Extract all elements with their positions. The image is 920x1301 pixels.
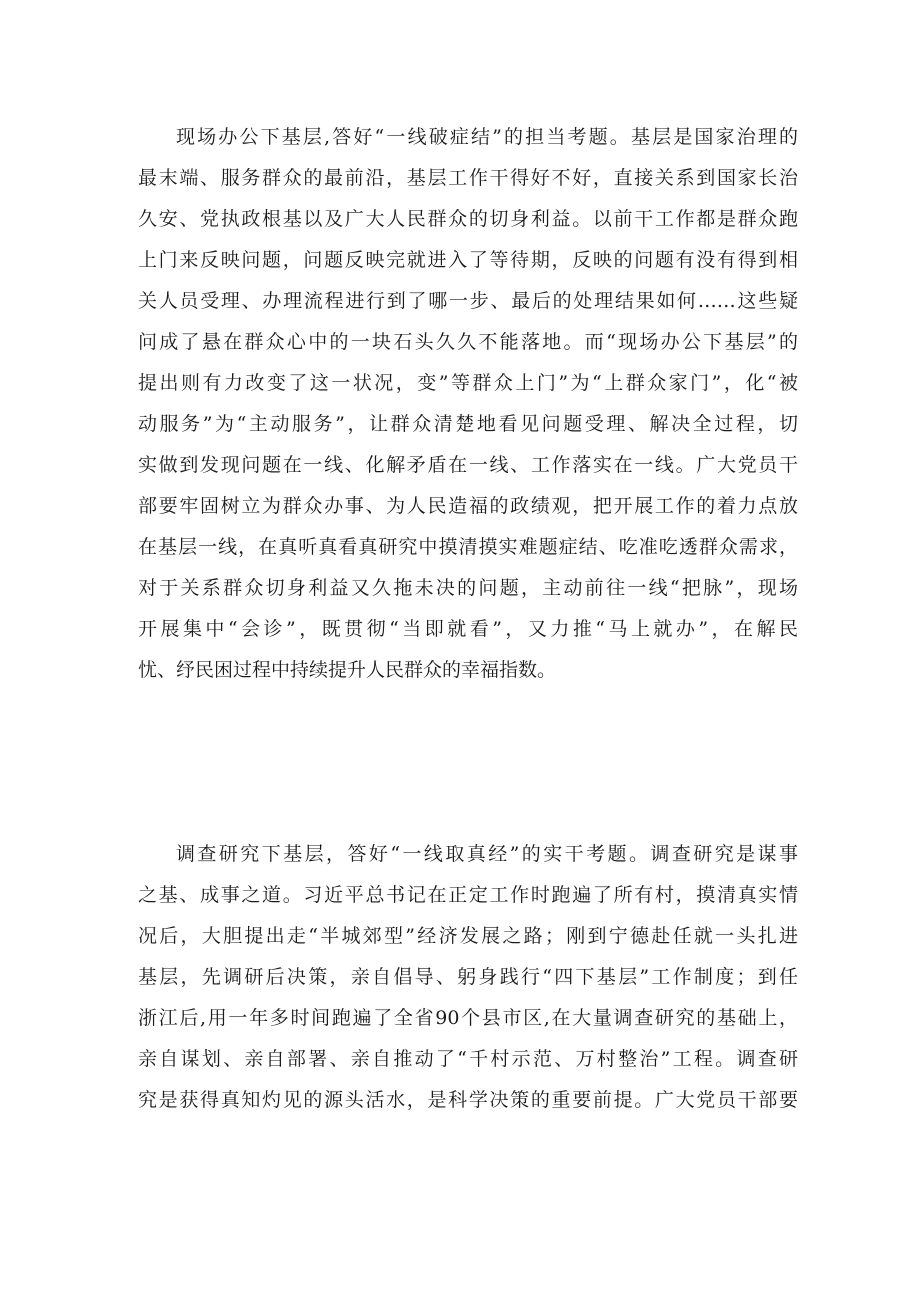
- text-line: 久安、党执政根基以及广大人民群众的切身利益。以前干工作都是群众跑: [138, 208, 798, 230]
- text-line: 实做到发现问题在一线、化解矛盾在一线、工作落实在一线。广大党员干: [138, 454, 798, 476]
- paragraph-on-site-office: [138, 117, 798, 691]
- text-line: 开展集中“会诊”，既贯彻“当即就看”，又力推“马上就办”，在解民: [138, 618, 798, 640]
- text-line: 忧、纾民困过程中持续提升人民群众的幸福指数。: [138, 659, 557, 681]
- text-line: 在基层一线，在真听真看真研究中摸清摸实难题症结、吃准吃透群众需求，: [138, 536, 798, 558]
- text-line: 基层，先调研后决策，亲自倡导、躬身践行“四下基层”工作制度；到任: [138, 966, 798, 988]
- text-line: 关人员受理、办理流程进行到了哪一步、最后的处理结果如何……这些疑: [138, 290, 798, 312]
- text-line: 现场办公下基层,答好“一线破症结”的担当考题。基层是国家治理的: [176, 126, 798, 148]
- text-line: 问成了悬在群众心中的一块石头久久不能落地。而“现场办公下基层”的: [138, 331, 798, 353]
- text-line: 上门来反映问题，问题反映完就进入了等待期，反映的问题有没有得到相: [138, 249, 798, 271]
- text-line: 究是获得真知灼见的源头活水，是科学决策的重要前提。广大党员干部要: [138, 1089, 798, 1111]
- text-line: 调查研究下基层，答好“一线取真经”的实干考题。调查研究是谋事: [176, 843, 798, 865]
- text-line: 亲自谋划、亲自部署、亲自推动了“千村示范、万村整治”工程。调查研: [138, 1048, 798, 1070]
- text-line: 之基、成事之道。习近平总书记在正定工作时跑遍了所有村，摸清真实情: [138, 884, 798, 906]
- text-line: 提出则有力改变了这一状况，变”等群众上门”为“上群众家门”，化“被: [138, 372, 798, 394]
- paragraph-investigation-research: [138, 834, 798, 1121]
- text-line: 最末端、服务群众的最前沿，基层工作干得好不好，直接关系到国家长治: [138, 167, 798, 189]
- text-line: 浙江后,用一年多时间跑遍了全省90个县市区,在大量调查研究的基础上，: [138, 1007, 798, 1029]
- text-line: 动服务”为“主动服务”，让群众清楚地看见问题受理、解决全过程，切: [138, 413, 798, 435]
- text-line: 部要牢固树立为群众办事、为人民造福的政绩观，把开展工作的着力点放: [138, 495, 798, 517]
- text-line: 况后，大胆提出走“半城郊型”经济发展之路；刚到宁德赴任就一头扎进: [138, 925, 798, 947]
- text-line: 对于关系群众切身利益又久拖未决的问题，主动前往一线“把脉”，现场: [138, 577, 798, 599]
